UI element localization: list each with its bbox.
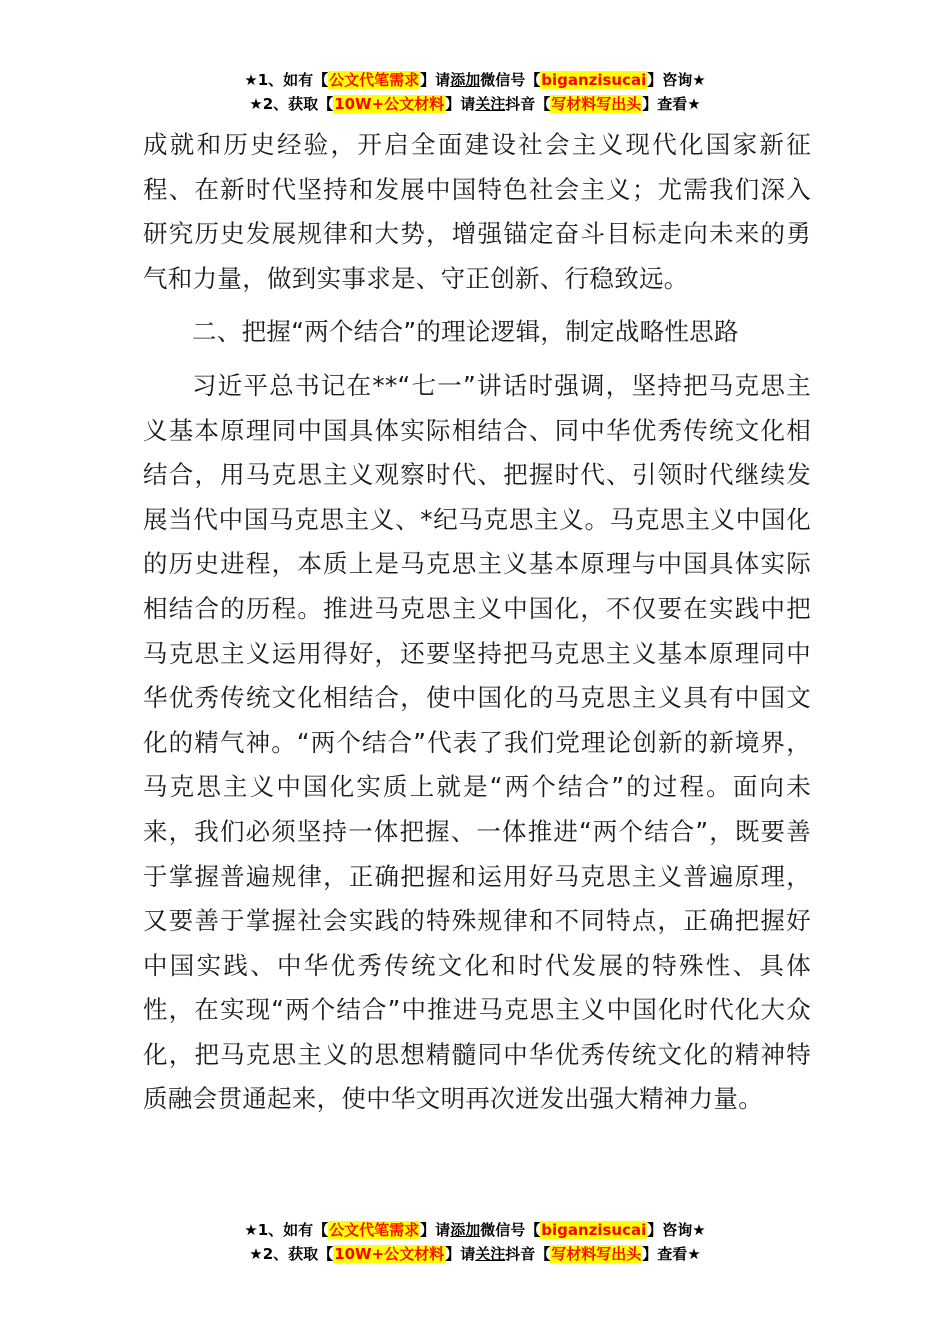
- banner-line-2-prefix: ★2、获取【: [249, 95, 334, 113]
- footer-line-2-suffix: 】查看★: [642, 1245, 701, 1263]
- banner-line-2-suffix: 】查看★: [642, 95, 701, 113]
- banner-line-1-suffix: 】咨询★: [647, 71, 706, 89]
- banner-line-1-mid-2: 微信号【: [480, 71, 541, 89]
- footer-banner-line-2: [0, 1242, 950, 1266]
- paragraph-continuation: 成就和历史经验，开启全面建设社会主义现代化国家新征程、在新时代坚持和发展中国特色社会主义；尤需我们深入研究历史发展规律和大势，增强锚定奋斗目标走向未来的勇气和力量，做到实事求是、守正创新、行稳致远。: [143, 130, 811, 293]
- banner-line-1-emphasis: 添加: [450, 71, 481, 89]
- footer-banner-line-1: [0, 1218, 950, 1242]
- banner-line-2-mid: 】请: [445, 95, 476, 113]
- footer-line-2-mid-2: 抖音【: [505, 1245, 551, 1263]
- banner-line-2-mid-2: 抖音【: [505, 95, 551, 113]
- header-banner: [0, 68, 950, 116]
- banner-line-2-emphasis: 关注: [475, 95, 506, 113]
- banner-line-1: [0, 68, 950, 92]
- footer-line-1-mid: 】请: [420, 1221, 451, 1239]
- footer-line-2-mid: 】请: [445, 1245, 476, 1263]
- footer-line-1-prefix: ★1、如有【: [244, 1221, 329, 1239]
- footer-banner: [0, 1218, 950, 1266]
- footer-line-1-highlight-service: 公文代笔需求: [329, 1221, 420, 1239]
- banner-line-2-highlight-materials: 10W+公文材料: [334, 95, 445, 113]
- banner-line-1-prefix: ★1、如有【: [244, 71, 329, 89]
- document-body: [143, 123, 811, 1122]
- footer-line-2-highlight-materials: 10W+公文材料: [334, 1245, 445, 1263]
- footer-line-2-highlight-douyin: 写材料写出头: [551, 1245, 642, 1263]
- section-heading: 二、把握“两个结合”的理论逻辑，制定战略性思路: [192, 317, 739, 347]
- banner-line-2: [0, 92, 950, 116]
- footer-line-1-highlight-wechat: biganzisucai: [541, 1221, 647, 1239]
- footer-line-1-emphasis: 添加: [450, 1221, 481, 1239]
- footer-line-2-emphasis: 关注: [475, 1245, 506, 1263]
- footer-line-1-mid-2: 微信号【: [480, 1221, 541, 1239]
- footer-line-1-suffix: 】咨询★: [647, 1221, 706, 1239]
- footer-line-2-prefix: ★2、获取【: [249, 1245, 334, 1263]
- banner-line-2-highlight-douyin: 写材料写出头: [551, 95, 642, 113]
- paragraph-two-combinations: 习近平总书记在**“七一”讲话时强调，坚持把马克思主义基本原理同中国具体实际相结合、同中华优秀传统文化相结合，用马克思主义观察时代、把握时代、引领时代继续发展当代中国马克思主义、*纪马克思主义。马克思主义中国化的历史进程，本质上是马克思主义基本原理与中国具体实际相结合的历程。推进马克思主义中国化，不仅要在实践中把马克思主义运用得好，还要坚持把马克思主义基本原理同中华优秀传统文化相结合，使中国化的马克思主义具有中国文化的精气神。“两个结合”代表了我们党理论创新的新境界，马克思主义中国化实质上就是“两个结合”的过程。面向未来，我们必须坚持一体把握、一体推进“两个结合”，既要善于掌握普遍规律，正确把握和运用好马克思主义普遍原理，又要善于掌握社会实践的特殊规律和不同特点，正确把握好中国实践、中华优秀传统文化和时代发展的特殊性、具体性，在实现“两个结合”中推进马克思主义中国化时代化大众化，把马克思主义的思想精髓同中华优秀传统文化的精神特质融会贯通起来，使中华文明再次迸发出强大精神力量。: [143, 370, 811, 1114]
- banner-line-1-highlight-wechat: biganzisucai: [541, 71, 647, 89]
- banner-line-1-mid: 】请: [420, 71, 451, 89]
- banner-line-1-highlight-service: 公文代笔需求: [329, 71, 420, 89]
